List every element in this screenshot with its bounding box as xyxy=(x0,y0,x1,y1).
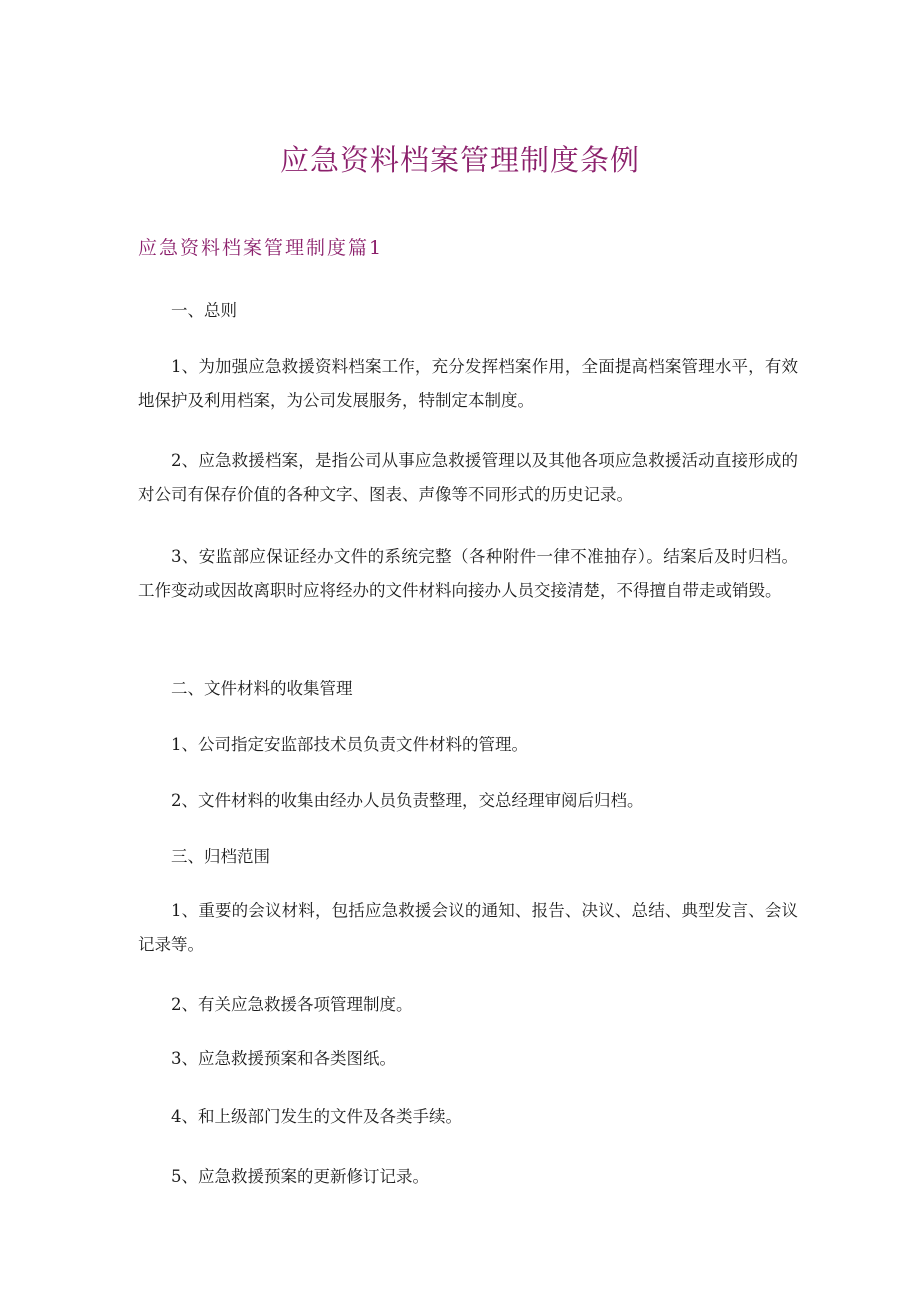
section-heading: 应急资料档案管理制度篇1 xyxy=(138,237,384,259)
paragraph-2-1: 1、公司指定安监部技术员负责文件材料的管理。 xyxy=(171,735,528,754)
paragraph-3-2: 2、有关应急救援各项管理制度。 xyxy=(171,995,413,1014)
paragraph-2-2: 2、文件材料的收集由经办人员负责整理，交总经理审阅后归档。 xyxy=(171,791,644,810)
paragraph-3-4: 4、和上级部门发生的文件及各类手续。 xyxy=(171,1107,462,1126)
paragraph-3-1: 1、重要的会议材料，包括应急救援会议的通知、报告、决议、总结、典型发言、会议记录等。 xyxy=(138,901,798,954)
heading-collection-management: 二、文件材料的收集管理 xyxy=(171,679,353,698)
heading-archive-scope: 三、归档范围 xyxy=(171,847,270,866)
paragraph-1-3: 3、安监部应保证经办文件的系统完整（各种附件一律不准抽存）。结案后及时归档。工作变动或因故离职时应将经办的文件材料向接办人员交接清楚，不得擅自带走或销毁。 xyxy=(138,547,798,600)
paragraph-1-2: 2、应急救援档案，是指公司从事应急救援管理以及其他各项应急救援活动直接形成的对公司有保存价值的各种文字、图表、声像等不同形式的历史记录。 xyxy=(138,451,798,504)
paragraph-3-5: 5、应急救援预案的更新修订记录。 xyxy=(171,1167,429,1186)
heading-general-provisions: 一、总则 xyxy=(171,301,237,320)
paragraph-1-1: 1、为加强应急救援资料档案工作，充分发挥档案作用，全面提高档案管理水平，有效地保护及利用档案，为公司发展服务，特制定本制度。 xyxy=(138,357,798,410)
paragraph-3-3: 3、应急救援预案和各类图纸。 xyxy=(171,1049,396,1068)
document-title: 应急资料档案管理制度条例 xyxy=(279,143,640,177)
